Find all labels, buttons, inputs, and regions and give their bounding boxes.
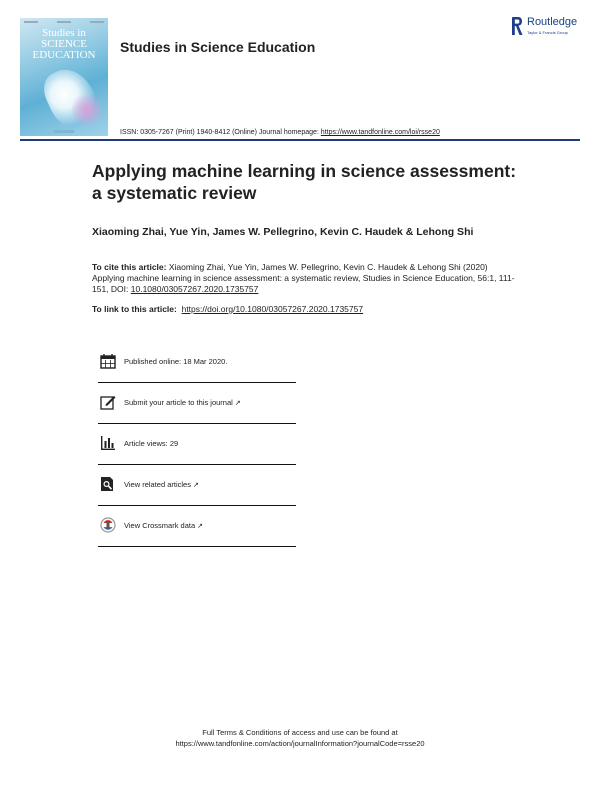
citation-block (92, 262, 522, 295)
crossmark-link[interactable] (124, 521, 203, 530)
cover-footer-mark (54, 130, 74, 133)
article-views-label: Article views: 29 (124, 439, 179, 448)
issn-line (120, 129, 440, 136)
published-online-row (98, 343, 296, 383)
article-title-line1: Applying machine learning in science assessment: (92, 161, 517, 181)
header-divider (20, 139, 580, 141)
article-authors: Xiaoming Zhai, Yue Yin, James W. Pellegrino, Kevin C. Haudek & Lehong Shi (92, 226, 474, 238)
link-label: To link to this article: (92, 304, 177, 314)
submit-article-link[interactable] (124, 398, 241, 407)
external-link-icon: ↗ (192, 482, 199, 489)
footer-terms-text: Full Terms & Conditions of access and use can be found at (202, 728, 398, 737)
panel-divider (98, 505, 296, 506)
published-date-label: Published online: 18 Mar 2020. (124, 357, 228, 366)
search-document-icon (100, 476, 116, 492)
routledge-logo[interactable] (510, 16, 590, 38)
routledge-r-icon (510, 16, 524, 36)
cover-artwork-accent (72, 90, 102, 130)
edit-icon (100, 394, 116, 410)
panel-divider (98, 546, 296, 547)
cover-top-strip (24, 21, 104, 24)
cover-title-line3: EDUCATION (32, 49, 96, 61)
panel-divider (98, 423, 296, 424)
article-link-line (92, 304, 363, 314)
panel-divider (98, 382, 296, 383)
crossmark-label: View Crossmark data (124, 521, 196, 530)
cite-text: Xiaoming Zhai, Yue Yin, James W. Pellegrino, Kevin C. Haudek & Lehong Shi (2020) Applying machine learning in science assessment: a systematic review, Studies in Science Education, 56:1, 111-151, DOI: (92, 262, 515, 294)
submit-article-row[interactable] (98, 384, 296, 424)
cite-doi-link[interactable]: 10.1080/03057267.2020.1735757 (130, 284, 259, 294)
article-views-row (98, 425, 296, 465)
bar-chart-icon (100, 435, 116, 451)
cover-title (20, 28, 108, 61)
external-link-icon: ↗ (197, 523, 204, 530)
cite-label: To cite this article: (92, 262, 167, 272)
publisher-subtitle: Taylor & Francis Group (527, 30, 568, 35)
journal-title[interactable]: Studies in Science Education (120, 39, 316, 55)
related-articles-row[interactable] (98, 466, 296, 506)
cover-title-line2: SCIENCE (41, 38, 87, 50)
calendar-icon (100, 353, 116, 369)
cover-title-line1: Studies in (42, 27, 86, 39)
footer-terms-link[interactable]: https://www.tandfonline.com/action/journalInformation?journalCode=rsse20 (175, 739, 425, 748)
external-link-icon: ↗ (234, 400, 241, 407)
issn-text: ISSN: 0305-7267 (Print) 1940-8412 (Online) Journal homepage: (120, 129, 321, 136)
panel-divider (98, 464, 296, 465)
crossmark-row[interactable] (98, 507, 296, 547)
related-articles-label: View related articles (124, 480, 191, 489)
page-footer (0, 727, 600, 749)
crossmark-icon (100, 517, 116, 533)
related-articles-link[interactable] (124, 480, 199, 489)
journal-cover-image (20, 18, 108, 136)
journal-homepage-link[interactable]: https://www.tandfonline.com/loi/rsse20 (320, 129, 440, 136)
submit-article-label: Submit your article to this journal (124, 398, 233, 407)
publisher-name: Routledge (527, 16, 578, 28)
article-title (92, 160, 552, 204)
article-doi-link[interactable]: https://doi.org/10.1080/03057267.2020.1735757 (181, 304, 364, 314)
article-title-line2: a systematic review (92, 183, 257, 203)
